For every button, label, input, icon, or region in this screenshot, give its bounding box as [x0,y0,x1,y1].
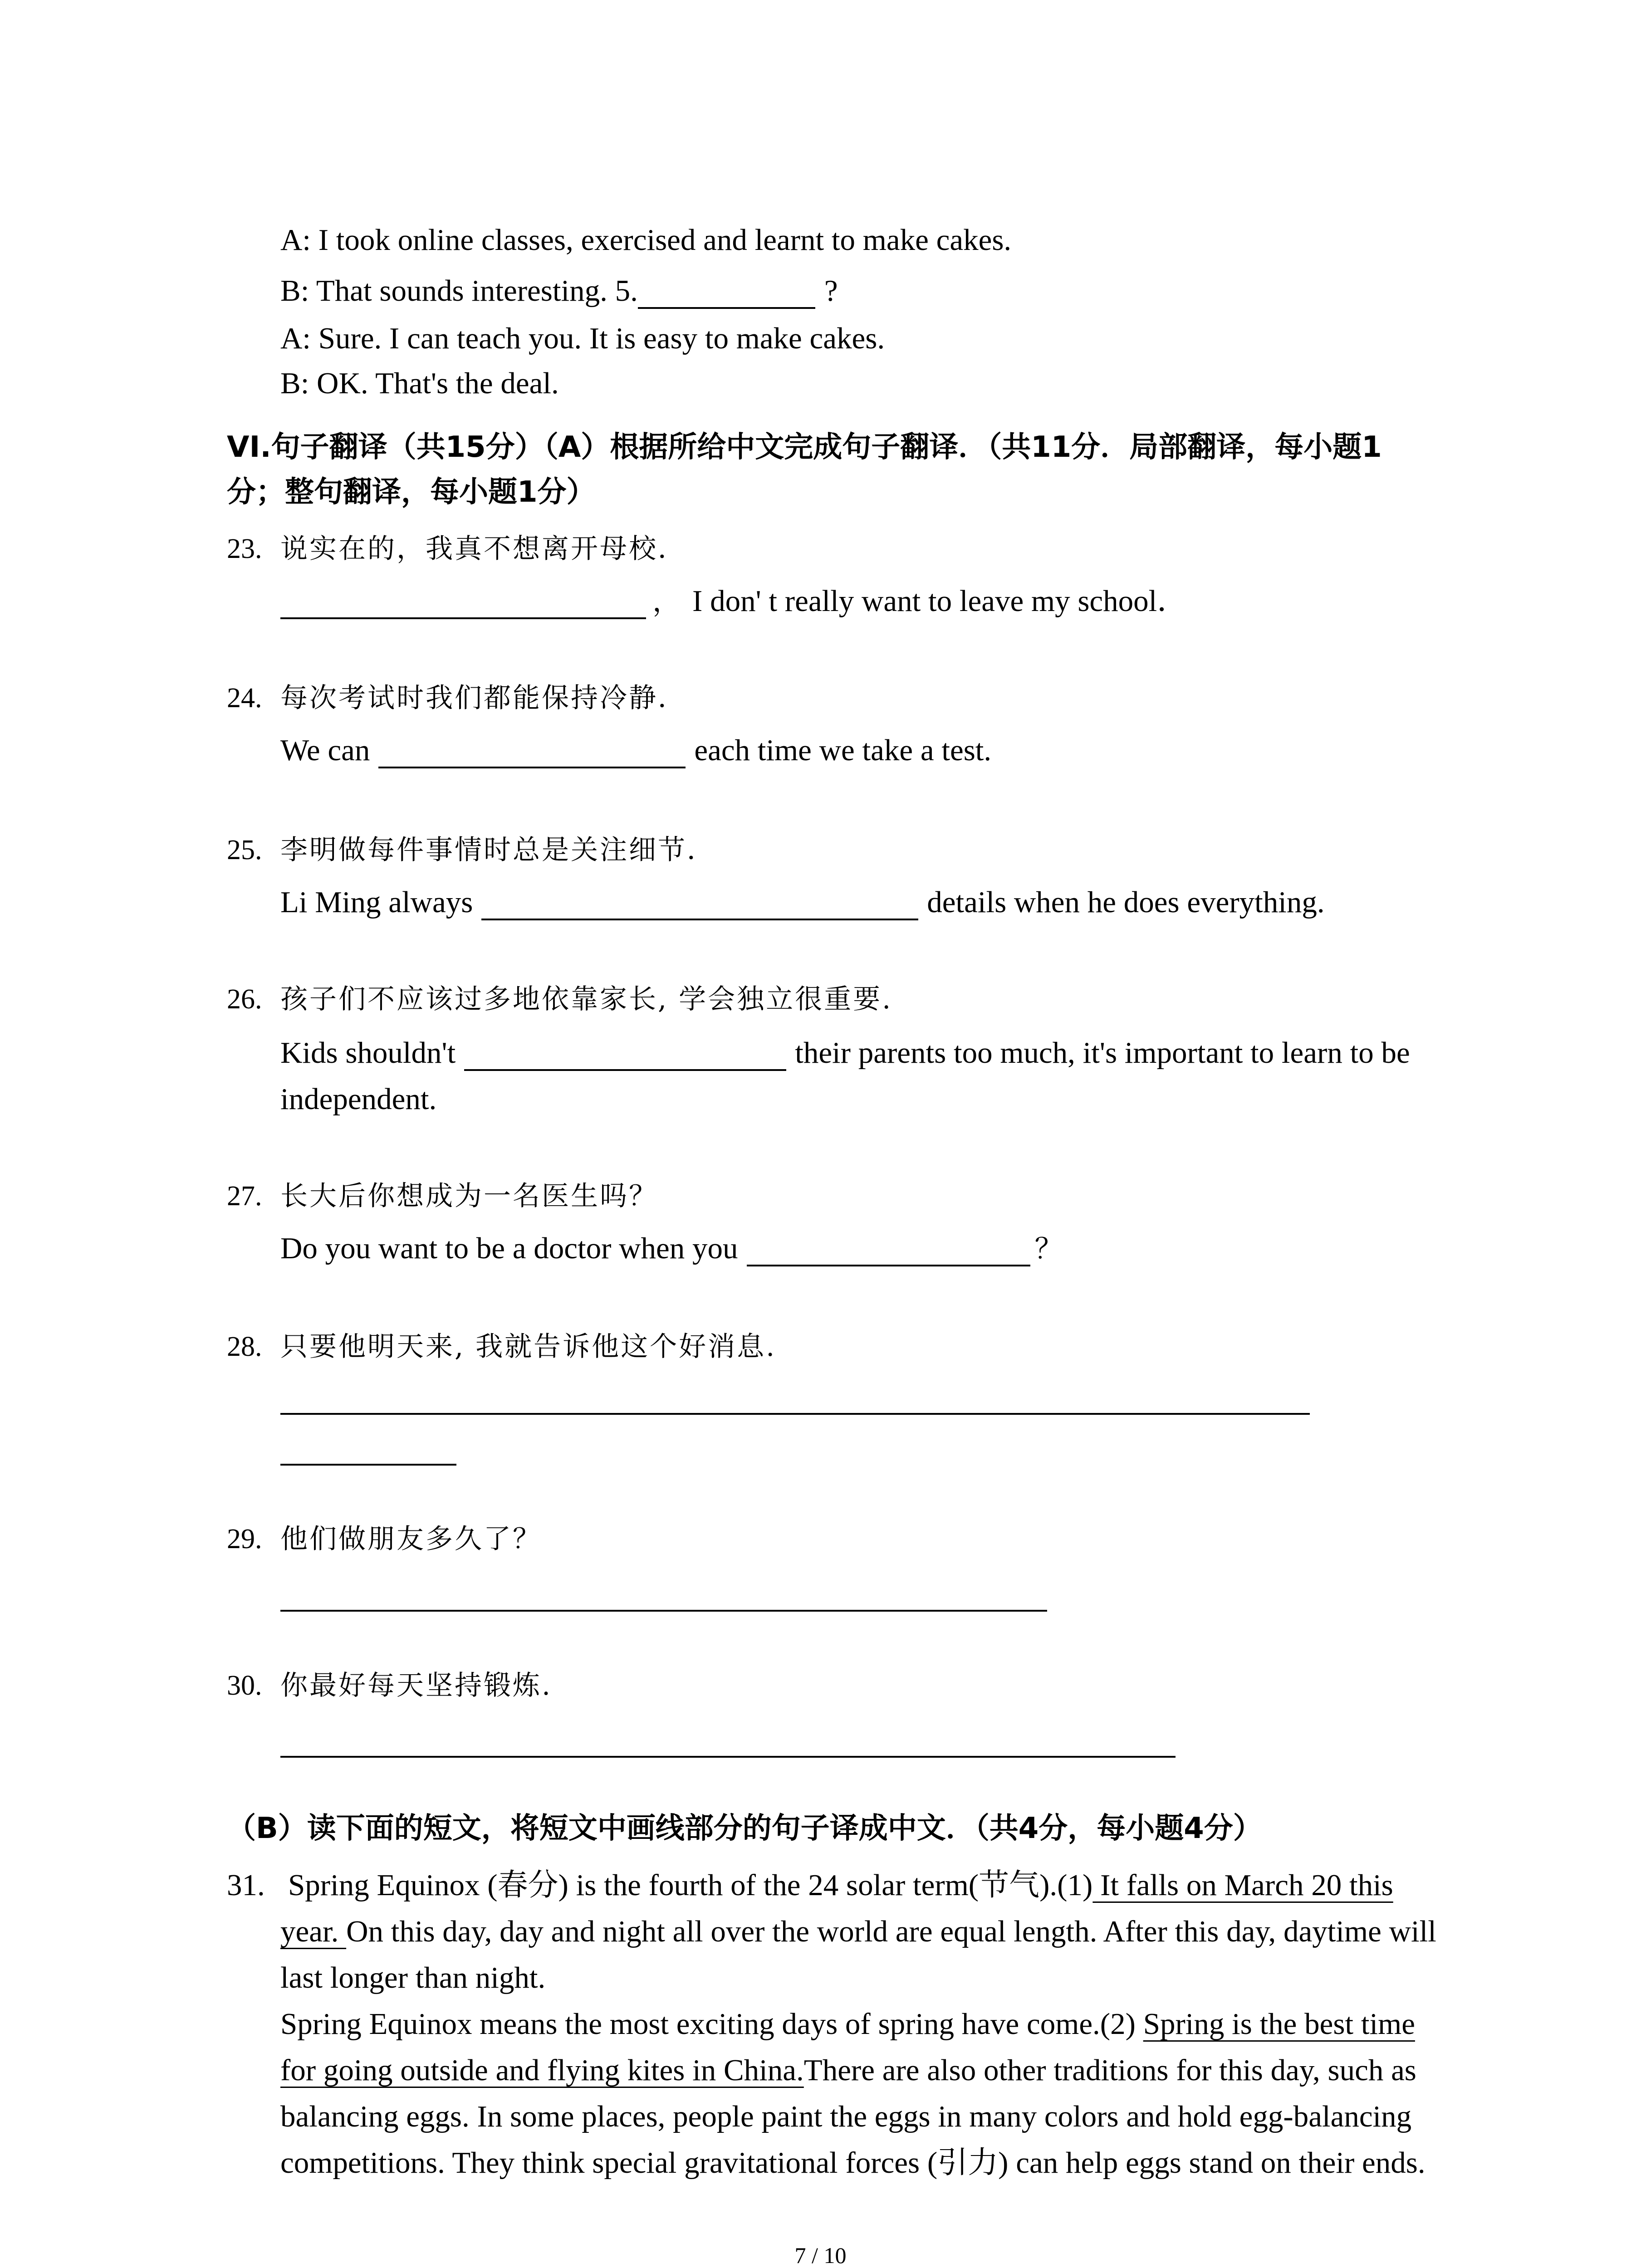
passage-line-1 [227,1862,1393,1908]
passage-line-2 [280,1909,1436,1954]
question-27-prompt: 长大后你想成为一名医生吗？ [280,1180,658,1212]
passage-line-4 [280,2001,1415,2047]
answer-blank-26 [464,1069,786,1071]
section-vi-heading-line-1: VI.句子翻译（共15分）（A）根据所给中文完成句子翻译．（共11分．局部翻译，每小题1 [227,430,1382,464]
question-26-text-before: Kids shouldn't [280,1036,456,1070]
dialogue-line-3: A: Sure. I can teach you. It is easy to make cakes. [280,322,885,355]
question-23-prompt-line [227,526,687,572]
question-31-number: 31. [227,1868,265,1902]
question-27-question-mark: ？ [1034,1232,1063,1265]
question-23-text-after: I don' t really want to leave my school． [692,584,1188,618]
answer-blank-25 [481,919,918,920]
question-26-prompt-line [227,977,892,1022]
question-26-prompt: 孩子们不应该过多地依靠家长, 学会独立很重要. [280,983,893,1015]
question-27-answer-line [280,1226,1063,1271]
answer-blank-27 [747,1265,1030,1266]
passage-line-2-text: On this day, day and night all over the world are equal length. After this day, daytime will [346,1915,1436,1948]
question-30-prompt: 你最好每天坚持锻炼. [280,1670,553,1701]
dialogue-line-4: B: OK. That's the deal. [280,367,559,400]
question-24-number: 24. [227,683,262,714]
question-27-text-before: Do you want to be a doctor when you [280,1232,738,1265]
question-27-number: 27. [227,1181,262,1212]
question-26-answer-line-2: independent. [280,1082,437,1116]
answer-line-30 [280,1756,1176,1758]
passage-line-7: competitions. They think special gravitational forces (引力) can help eggs stand on their ends. [280,2146,1425,2180]
section-vi-heading-line-2: 分；整句翻译，每小题1分） [227,475,596,509]
passage-line-6: balancing eggs. In some places, people paint the eggs in many colors and hold egg-balancing [280,2100,1412,2133]
question-23-answer-line [280,578,1187,624]
question-29-prompt-line [227,1516,542,1562]
passage-line-4-text: Spring Equinox means the most exciting days of spring have come.(2) [280,2007,1143,2041]
passage-underlined-sentence-2: Spring is the best time [1143,2007,1415,2041]
question-29-number: 29. [227,1524,262,1554]
question-24-text-before: We can [280,733,370,767]
question-28-prompt-line [227,1324,776,1369]
question-25-prompt: 李明做每件事情时总是关注细节． [280,834,716,866]
question-24-prompt: 每次考试时我们都能保持冷静． [280,682,687,714]
section-b-heading: （B）读下面的短文，将短文中画线部分的句子译成中文．（共4分，每小题4分） [227,1812,1262,1845]
question-26-number: 26. [227,984,262,1015]
question-23-number: 23. [227,533,262,564]
question-26-answer-line [280,1030,1410,1075]
page-number: 7 / 10 [794,2243,847,2268]
question-28-number: 28. [227,1331,262,1362]
answer-line-29 [280,1610,1047,1612]
question-25-number: 25. [227,835,262,865]
answer-line-28-2 [280,1464,456,1466]
question-24-prompt-line [227,675,687,721]
question-26-text-after: their parents too much, it's important to learn to be [795,1036,1410,1070]
answer-blank-5 [638,307,815,309]
question-25-text-before: Li Ming always [280,885,473,919]
question-25-text-after: details when he does everything. [927,885,1325,919]
question-27-prompt-line [227,1173,658,1219]
question-mark: ? [824,274,838,308]
dialogue-line-1: A: I took online classes, exercised and learnt to make cakes. [280,223,1012,257]
question-24-answer-line [280,728,991,773]
answer-blank-23 [280,617,646,619]
passage-underlined-sentence-1-end: year. [280,1915,347,1948]
dialogue-line-2 [280,268,838,313]
question-25-answer-line [280,880,1325,925]
question-30-number: 30. [227,1670,262,1701]
answer-blank-24 [378,767,686,768]
question-23-prompt: 说实在的，我真不想离开母校． [280,533,687,565]
question-30-prompt-line [227,1663,552,1708]
passage-underlined-sentence-1: It falls on March 20 this [1092,1868,1393,1902]
dialogue-line-2-text: B: That sounds interesting. 5. [280,274,638,308]
passage-line-1-text: Spring Equinox (春分) is the fourth of the 24 solar term(节气).(1) [288,1868,1093,1902]
passage-line-5-text: There are also other traditions for this day, such as [803,2053,1416,2087]
question-29-prompt: 他们做朋友多久了？ [280,1523,542,1555]
question-28-prompt: 只要他明天来, 我就告诉他这个好消息. [280,1331,777,1363]
question-23-comma: ， [652,585,681,618]
question-25-prompt-line [227,827,716,873]
passage-line-5 [280,2048,1416,2093]
answer-line-28-1 [280,1413,1310,1415]
passage-line-3: last longer than night. [280,1961,546,1994]
question-24-text-after: each time we take a test. [694,733,992,767]
passage-underlined-sentence-2-end: for going outside and flying kites in China. [280,2053,804,2087]
